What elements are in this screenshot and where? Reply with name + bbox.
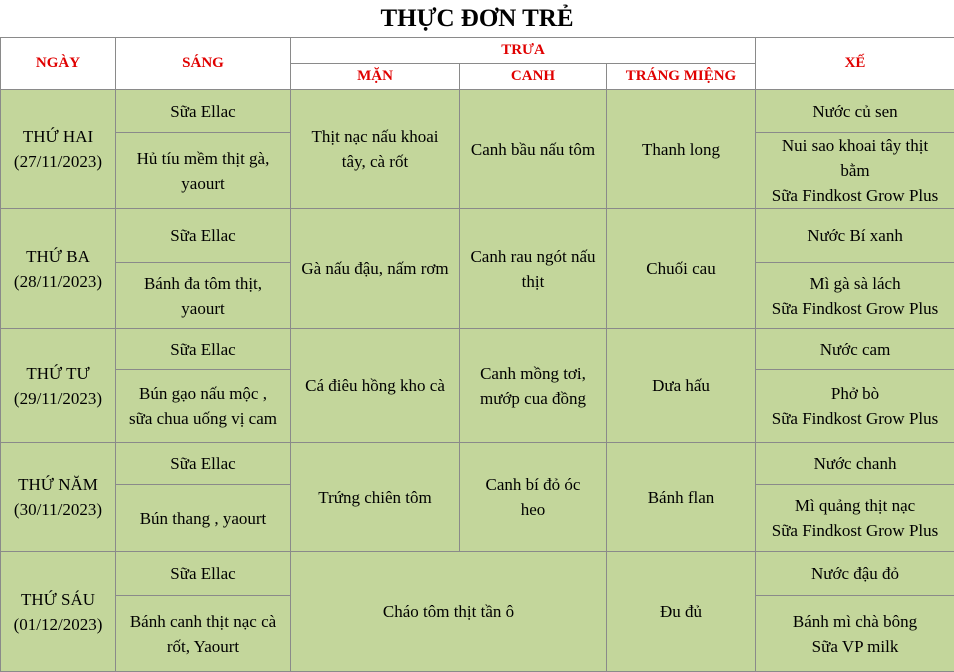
main-dish-cell: Gà nấu đậu, nấm rơm bbox=[291, 209, 460, 329]
dessert-cell: Đu đủ bbox=[607, 552, 756, 672]
dessert-cell: Dưa hấu bbox=[607, 329, 756, 443]
lunch-combined-cell: Cháo tôm thịt tần ô bbox=[291, 552, 607, 672]
header-soup: CANH bbox=[460, 64, 607, 90]
soup-cell: Canh bí đỏ óc heo bbox=[460, 443, 607, 552]
day-cell: THỨ HAI (27/11/2023) bbox=[1, 90, 116, 209]
afternoon-snack-cell: Mì gà sà lách Sữa Findkost Grow Plus bbox=[756, 263, 954, 329]
breakfast-milk-cell: Sữa Ellac bbox=[116, 90, 291, 133]
dessert-cell: Chuối cau bbox=[607, 209, 756, 329]
header-lunch: TRƯA bbox=[291, 38, 756, 64]
breakfast-dish-cell: Bún gạo nấu mộc , sữa chua uống vị cam bbox=[116, 370, 291, 443]
afternoon-drink-cell: Nước đậu đỏ bbox=[756, 552, 954, 596]
afternoon-drink-cell: Nước củ sen bbox=[756, 90, 954, 133]
breakfast-milk-cell: Sữa Ellac bbox=[116, 552, 291, 596]
afternoon-snack-cell: Nui sao khoai tây thịt bằm Sữa Findkost Grow Plus bbox=[756, 133, 954, 209]
soup-cell: Canh rau ngót nấu thịt bbox=[460, 209, 607, 329]
breakfast-dish-cell: Hủ tíu mềm thịt gà, yaourt bbox=[116, 133, 291, 209]
day-cell: THỨ TƯ (29/11/2023) bbox=[1, 329, 116, 443]
soup-cell: Canh bầu nấu tôm bbox=[460, 90, 607, 209]
header-day: NGÀY bbox=[1, 38, 116, 90]
soup-cell: Canh mồng tơi, mướp cua đồng bbox=[460, 329, 607, 443]
header-main-dish: MẶN bbox=[291, 64, 460, 90]
day-cell: THỨ BA (28/11/2023) bbox=[1, 209, 116, 329]
main-dish-cell: Thịt nạc nấu khoai tây, cà rốt bbox=[291, 90, 460, 209]
afternoon-snack-cell: Phở bò Sữa Findkost Grow Plus bbox=[756, 370, 954, 443]
day-cell: THỨ SÁU (01/12/2023) bbox=[1, 552, 116, 672]
day-cell: THỨ NĂM (30/11/2023) bbox=[1, 443, 116, 552]
main-dish-cell: Trứng chiên tôm bbox=[291, 443, 460, 552]
afternoon-drink-cell: Nước Bí xanh bbox=[756, 209, 954, 263]
breakfast-milk-cell: Sữa Ellac bbox=[116, 209, 291, 263]
header-breakfast: SÁNG bbox=[116, 38, 291, 90]
main-dish-cell: Cá điêu hồng kho cà bbox=[291, 329, 460, 443]
breakfast-milk-cell: Sữa Ellac bbox=[116, 329, 291, 370]
dessert-cell: Bánh flan bbox=[607, 443, 756, 552]
dessert-cell: Thanh long bbox=[607, 90, 756, 209]
breakfast-milk-cell: Sữa Ellac bbox=[116, 443, 291, 485]
afternoon-snack-cell: Bánh mì chà bông Sữa VP milk bbox=[756, 596, 954, 672]
breakfast-dish-cell: Bánh canh thịt nạc cà rốt, Yaourt bbox=[116, 596, 291, 672]
weekly-menu-table bbox=[0, 37, 954, 672]
breakfast-dish-cell: Bánh đa tôm thịt, yaourt bbox=[116, 263, 291, 329]
breakfast-dish-cell: Bún thang , yaourt bbox=[116, 485, 291, 552]
afternoon-snack-cell: Mì quảng thịt nạc Sữa Findkost Grow Plus bbox=[756, 485, 954, 552]
afternoon-drink-cell: Nước chanh bbox=[756, 443, 954, 485]
header-afternoon: XẾ bbox=[756, 38, 954, 90]
afternoon-drink-cell: Nước cam bbox=[756, 329, 954, 370]
header-dessert: TRÁNG MIỆNG bbox=[607, 64, 756, 90]
menu-title: THỰC ĐƠN TRẺ bbox=[380, 4, 574, 32]
